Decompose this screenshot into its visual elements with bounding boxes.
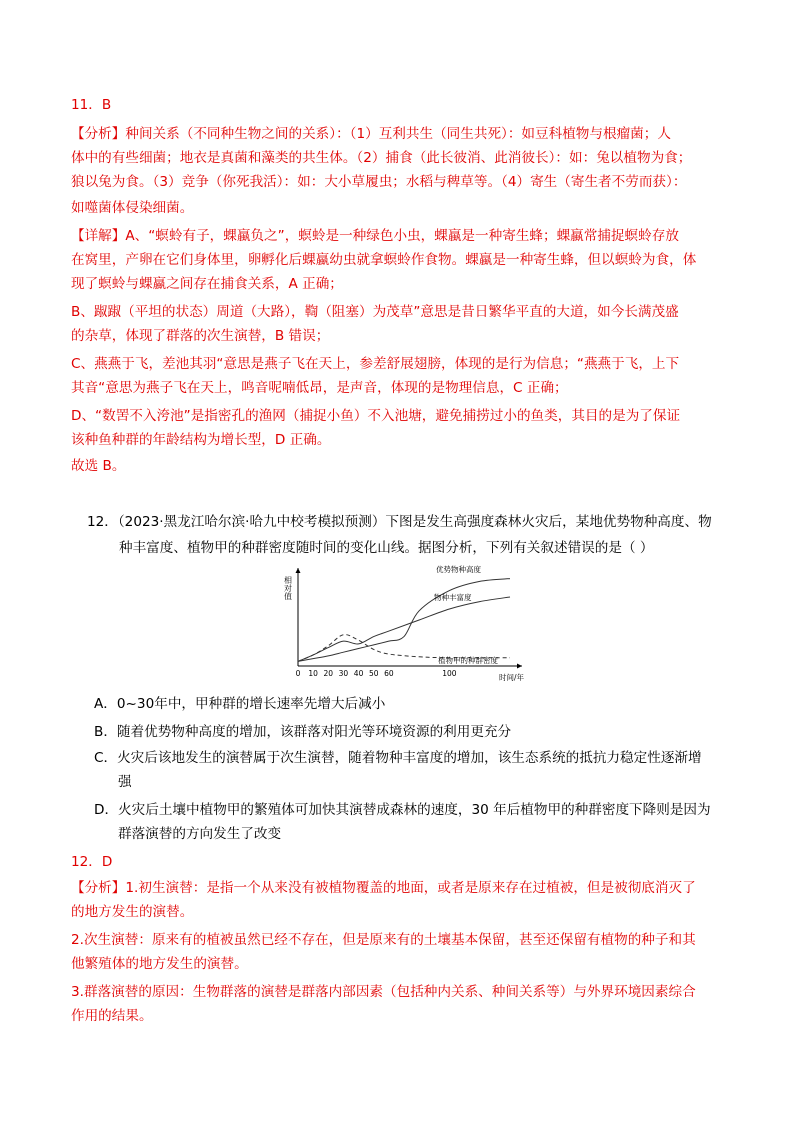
q11-detail-line: C、燕燕于飞，差池其羽“意思是燕子飞在天上，参差舒展翅膀，体现的是行为信息；“燕燕于飞，上下 — [71, 356, 680, 372]
succession-chart — [280, 564, 540, 684]
q11-detail-line: 的杂草，体现了群落的次生演替，B 错误； — [71, 328, 330, 344]
q12-stem-line: 12．（2023·黑龙江哈尔滨·哈九中校考模拟预测）下图是发生高强度森林火灾后，某地优势物种高度、物 — [87, 514, 712, 530]
y-axis-label: 相对值 — [283, 576, 293, 600]
q12-option-d: D．火灾后土壤中植物甲的繁殖体可加快其演替成森林的速度，30 年后植物甲的种群密度下降则是因为 — [94, 802, 711, 818]
q11-detail-line: 该种鱼种群的年龄结构为增长型，D 正确。 — [71, 432, 331, 448]
x-tick-label: 40 — [353, 669, 364, 678]
chart-series — [298, 579, 510, 662]
q11-analysis-line: 狼以兔为食。（3）竞争（你死我活）：如：大小草履虫；水稻与稗草等。（4）寄生（寄生者不劳而获）： — [71, 174, 687, 190]
series-label: 植物甲的种群密度 — [438, 656, 498, 665]
q12-option-a: A．0~30年中，甲种群的增长速率先增大后减小 — [94, 696, 386, 712]
q12-stem-line: 种丰富度、植物甲的种群密度随时间的变化山线。据图分析，下列有关叙述错误的是（ ） — [119, 540, 654, 556]
q11-detail-line: B、踧踧（平坦的状态）周道（大路），鞫（阻塞）为茂草”意思是昔日繁华平直的大道，如今长满茂盛 — [71, 304, 679, 320]
x-tick-label: 0 — [295, 669, 301, 678]
q11-detail-line: 现了螟蛉与蜾蠃之间存在捕食关系，A 正确； — [71, 276, 343, 292]
q11-analysis-line: 体中的有些细菌；地衣是真菌和藻类的共生体。（2）捕食（此长彼消、此消彼长）：如：兔以植物为食； — [71, 150, 692, 166]
x-tick-label: 60 — [384, 669, 394, 678]
x-tick-label: 50 — [368, 669, 379, 678]
series-line — [298, 579, 510, 662]
q12-analysis-line: 的地方发生的演替。 — [71, 904, 194, 920]
series-label: 优势物种高度 — [436, 565, 481, 574]
series-label: 物种丰富度 — [434, 593, 472, 602]
chart-labels — [284, 564, 525, 682]
q12-analysis-line: 【分析】1.初生演替：是指一个从来没有被植物覆盖的地面，或者是原来存在过植被，但是被彻底消灭了 — [71, 880, 696, 896]
q12-option-c: C．火灾后该地发生的演替属于次生演替，随着物种丰富度的增加，该生态系统的抵抗力稳定性逐渐增 — [94, 750, 702, 766]
q11-detail-line: 【详解】A、“螟蛉有子，蜾蠃负之”，螟蛉是一种绿色小虫，蜾蠃是一种寄生蜂；蜾蠃常捕捉螟蛉存放 — [71, 228, 679, 244]
x-tick-label: 100 — [442, 669, 457, 678]
q12-option-b: B．随着优势物种高度的增加，该群落对阳光等环境资源的利用更充分 — [94, 724, 512, 740]
q12-analysis-line: 2.次生演替：原来有的植被虽然已经不存在，但是原来有的土壤基本保留，甚至还保留有植物的种子和其 — [71, 932, 696, 948]
q11-detail-line: D、“数罟不入洿池”是指密孔的渔网（捕捉小鱼）不入池塘，避免捕捞过小的鱼类，其目的是为了保证 — [71, 408, 681, 424]
x-axis-arrow — [517, 664, 522, 669]
q12-analysis-line: 作用的结果。 — [71, 1008, 153, 1024]
x-axis-label: 时间/年 — [498, 673, 524, 682]
x-tick-label: 10 — [308, 669, 318, 678]
x-tick-label: 30 — [338, 669, 349, 678]
y-axis-arrow — [296, 568, 301, 573]
q12-answer: 12．D — [71, 854, 113, 870]
x-tick-label: 20 — [323, 669, 334, 678]
series-line — [298, 597, 510, 661]
q11-detail-line: 在窝里，产卵在它们身体里，卵孵化后蜾蠃幼虫就拿螟蛉作食物。蜾蠃是一种寄生蜂，但以螟蛉为食，体 — [71, 252, 697, 268]
q12-option-d-cont: 群落演替的方向发生了改变 — [118, 826, 282, 842]
chart-axes — [296, 568, 523, 669]
q11-detail-line: 其音“意思为燕子飞在天上，鸣音呢喃低昂，是声音，体现的是物理信息，C 正确； — [71, 380, 568, 396]
q12-option-c-cont: 强 — [118, 774, 132, 790]
q12-analysis-line: 3.群落演替的原因：生物群落的演替是群落内部因素（包括种内关系、种间关系等）与外界环境因素综合 — [71, 984, 696, 1000]
q11-analysis-line: 【分析】种间关系（不同种生物之间的关系）：（1）互利共生（同生共死）：如豆科植物与根瘤菌；人 — [71, 126, 671, 142]
q11-detail-line: 故选 B。 — [71, 458, 126, 474]
q11-answer: 11．B — [71, 97, 112, 113]
q12-analysis-line: 他繁殖体的地方发生的演替。 — [71, 956, 248, 972]
q11-analysis-line: 如噬菌体侵染细菌。 — [71, 200, 194, 216]
